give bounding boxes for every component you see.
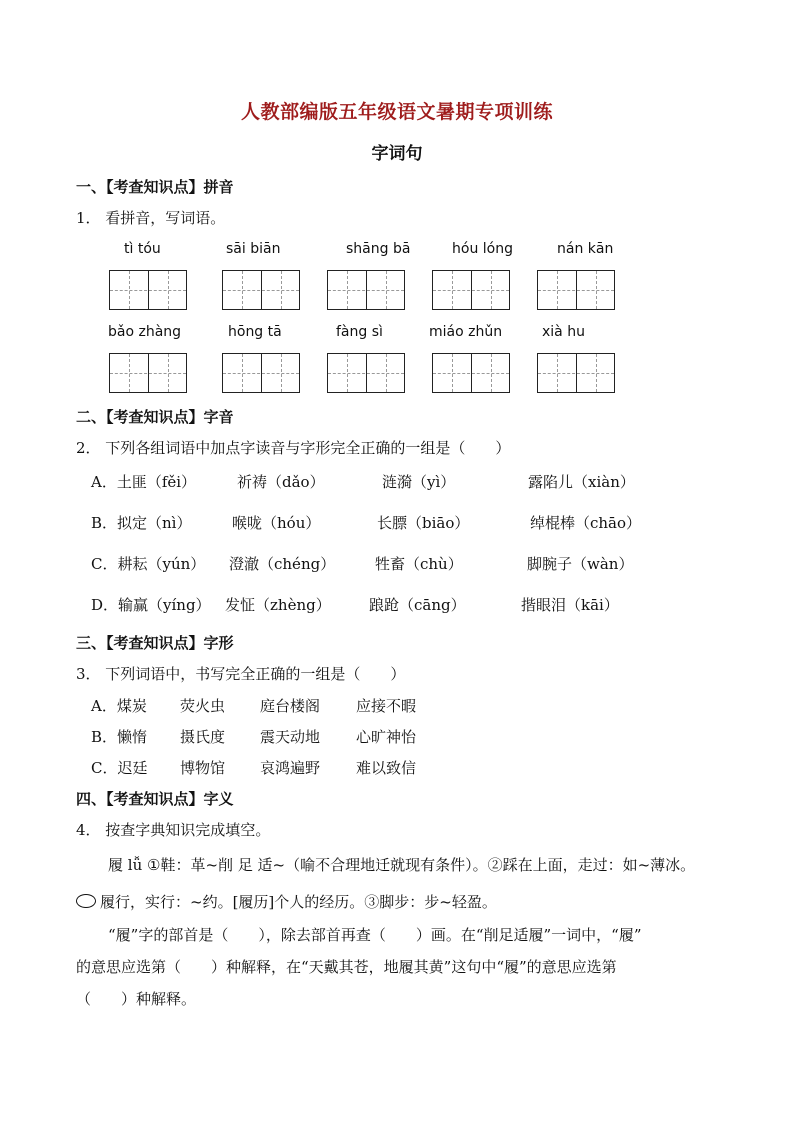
pinyin-label: miáo zhǔn bbox=[429, 324, 503, 340]
question-2: 2． 下列各组词语中加点字读音与字形完全正确的一组是（ ） bbox=[76, 439, 511, 457]
fill-blank-line: “履”字的部首是（ ），除去部首再查（ ）画。在“削足适履”一词中，“履” bbox=[108, 926, 642, 944]
option-d-word: 踉跄（cāng） bbox=[369, 596, 466, 614]
writing-box[interactable] bbox=[327, 353, 405, 393]
section-heading-pinyin: 一、【考查知识点】拼音 bbox=[76, 178, 234, 196]
pinyin-label: tì tóu bbox=[124, 241, 161, 257]
pinyin-label: shāng bā bbox=[346, 241, 411, 257]
option-c-word: 脚腕子（wàn） bbox=[527, 555, 634, 573]
writing-box[interactable] bbox=[222, 353, 300, 393]
dictionary-entry-line: 履 lǚ ①鞋：革~削 足 适~（喻不合理地迁就现有条件）。②踩在上面，走过：如~薄冰。 bbox=[108, 856, 696, 874]
writing-box[interactable] bbox=[109, 270, 187, 310]
writing-box[interactable] bbox=[222, 270, 300, 310]
question-3: 3． 下列词语中，书写完全正确的一组是（ ） bbox=[76, 665, 406, 683]
option-d-word: 发怔（zhèng） bbox=[225, 596, 331, 614]
option-a[interactable]: A．土匪（fěi） bbox=[91, 473, 197, 491]
option-a-word: 荧火虫 bbox=[180, 697, 226, 715]
writing-box[interactable] bbox=[432, 353, 510, 393]
option-b[interactable]: B．拟定（nì） bbox=[91, 514, 192, 532]
option-a[interactable]: A．煤炭 bbox=[91, 697, 147, 715]
pinyin-label: xià hu bbox=[542, 324, 585, 340]
dictionary-entry-line: 履行，实行：~约。[履历]个人的经历。③脚步：步~轻盈。 bbox=[100, 893, 497, 911]
option-c-word: 牲畜（chù） bbox=[375, 555, 463, 573]
option-a-word: 涟漪（yì） bbox=[382, 473, 456, 491]
option-c-word: 博物馆 bbox=[180, 759, 226, 777]
pinyin-label: nán kān bbox=[557, 241, 614, 257]
option-d-word: 揩眼泪（kāi） bbox=[521, 596, 619, 614]
writing-box[interactable] bbox=[537, 353, 615, 393]
page-title: 人教部编版五年级语文暑期专项训练 bbox=[240, 101, 553, 123]
watermark-icon bbox=[76, 894, 96, 908]
option-c-word: 难以致信 bbox=[356, 759, 417, 777]
option-b-word: 摄氏度 bbox=[180, 728, 226, 746]
option-c-word: 澄澈（chéng） bbox=[229, 555, 336, 573]
pinyin-label: sāi biān bbox=[226, 241, 281, 257]
section-heading-character-form: 三、【考查知识点】字形 bbox=[76, 634, 234, 652]
pinyin-label: hōng tā bbox=[228, 324, 282, 340]
option-b-word: 心旷神怡 bbox=[356, 728, 417, 746]
option-a-word: 露陷儿（xiàn） bbox=[528, 473, 635, 491]
writing-box[interactable] bbox=[537, 270, 615, 310]
section-heading-pronunciation: 二、【考查知识点】字音 bbox=[76, 408, 234, 426]
option-c[interactable]: C．迟廷 bbox=[91, 759, 148, 777]
option-c[interactable]: C．耕耘（yún） bbox=[91, 555, 206, 573]
option-d[interactable]: D．输赢（yíng） bbox=[91, 596, 211, 614]
pinyin-label: bǎo zhàng bbox=[108, 324, 182, 340]
question-1: 1． 看拼音，写词语。 bbox=[76, 209, 226, 227]
page-subtitle: 字词句 bbox=[371, 144, 423, 164]
option-b-word: 震天动地 bbox=[260, 728, 321, 746]
pinyin-label: hóu lóng bbox=[452, 241, 513, 257]
writing-box[interactable] bbox=[432, 270, 510, 310]
option-c-word: 哀鸿遍野 bbox=[260, 759, 321, 777]
option-b-word: 喉咙（hóu） bbox=[232, 514, 321, 532]
fill-blank-line: （ ）种解释。 bbox=[76, 990, 197, 1008]
option-b-word: 绰棍棒（chāo） bbox=[530, 514, 642, 532]
question-4: 4． 按查字典知识完成填空。 bbox=[76, 821, 271, 839]
writing-box[interactable] bbox=[327, 270, 405, 310]
option-a-word: 庭台楼阁 bbox=[260, 697, 321, 715]
option-a-word: 应接不暇 bbox=[356, 697, 417, 715]
section-heading-meaning: 四、【考查知识点】字义 bbox=[76, 790, 234, 808]
option-a-word: 祈祷（dǎo） bbox=[237, 473, 325, 491]
writing-box[interactable] bbox=[109, 353, 187, 393]
pinyin-label: fàng sì bbox=[336, 324, 383, 340]
fill-blank-line: 的意思应选第（ ）种解释，在“天戴其苍，地履其黄”这句中“履”的意思应选第 bbox=[76, 958, 617, 976]
option-b-word: 长膘（biāo） bbox=[377, 514, 470, 532]
option-b[interactable]: B．懒惰 bbox=[91, 728, 148, 746]
